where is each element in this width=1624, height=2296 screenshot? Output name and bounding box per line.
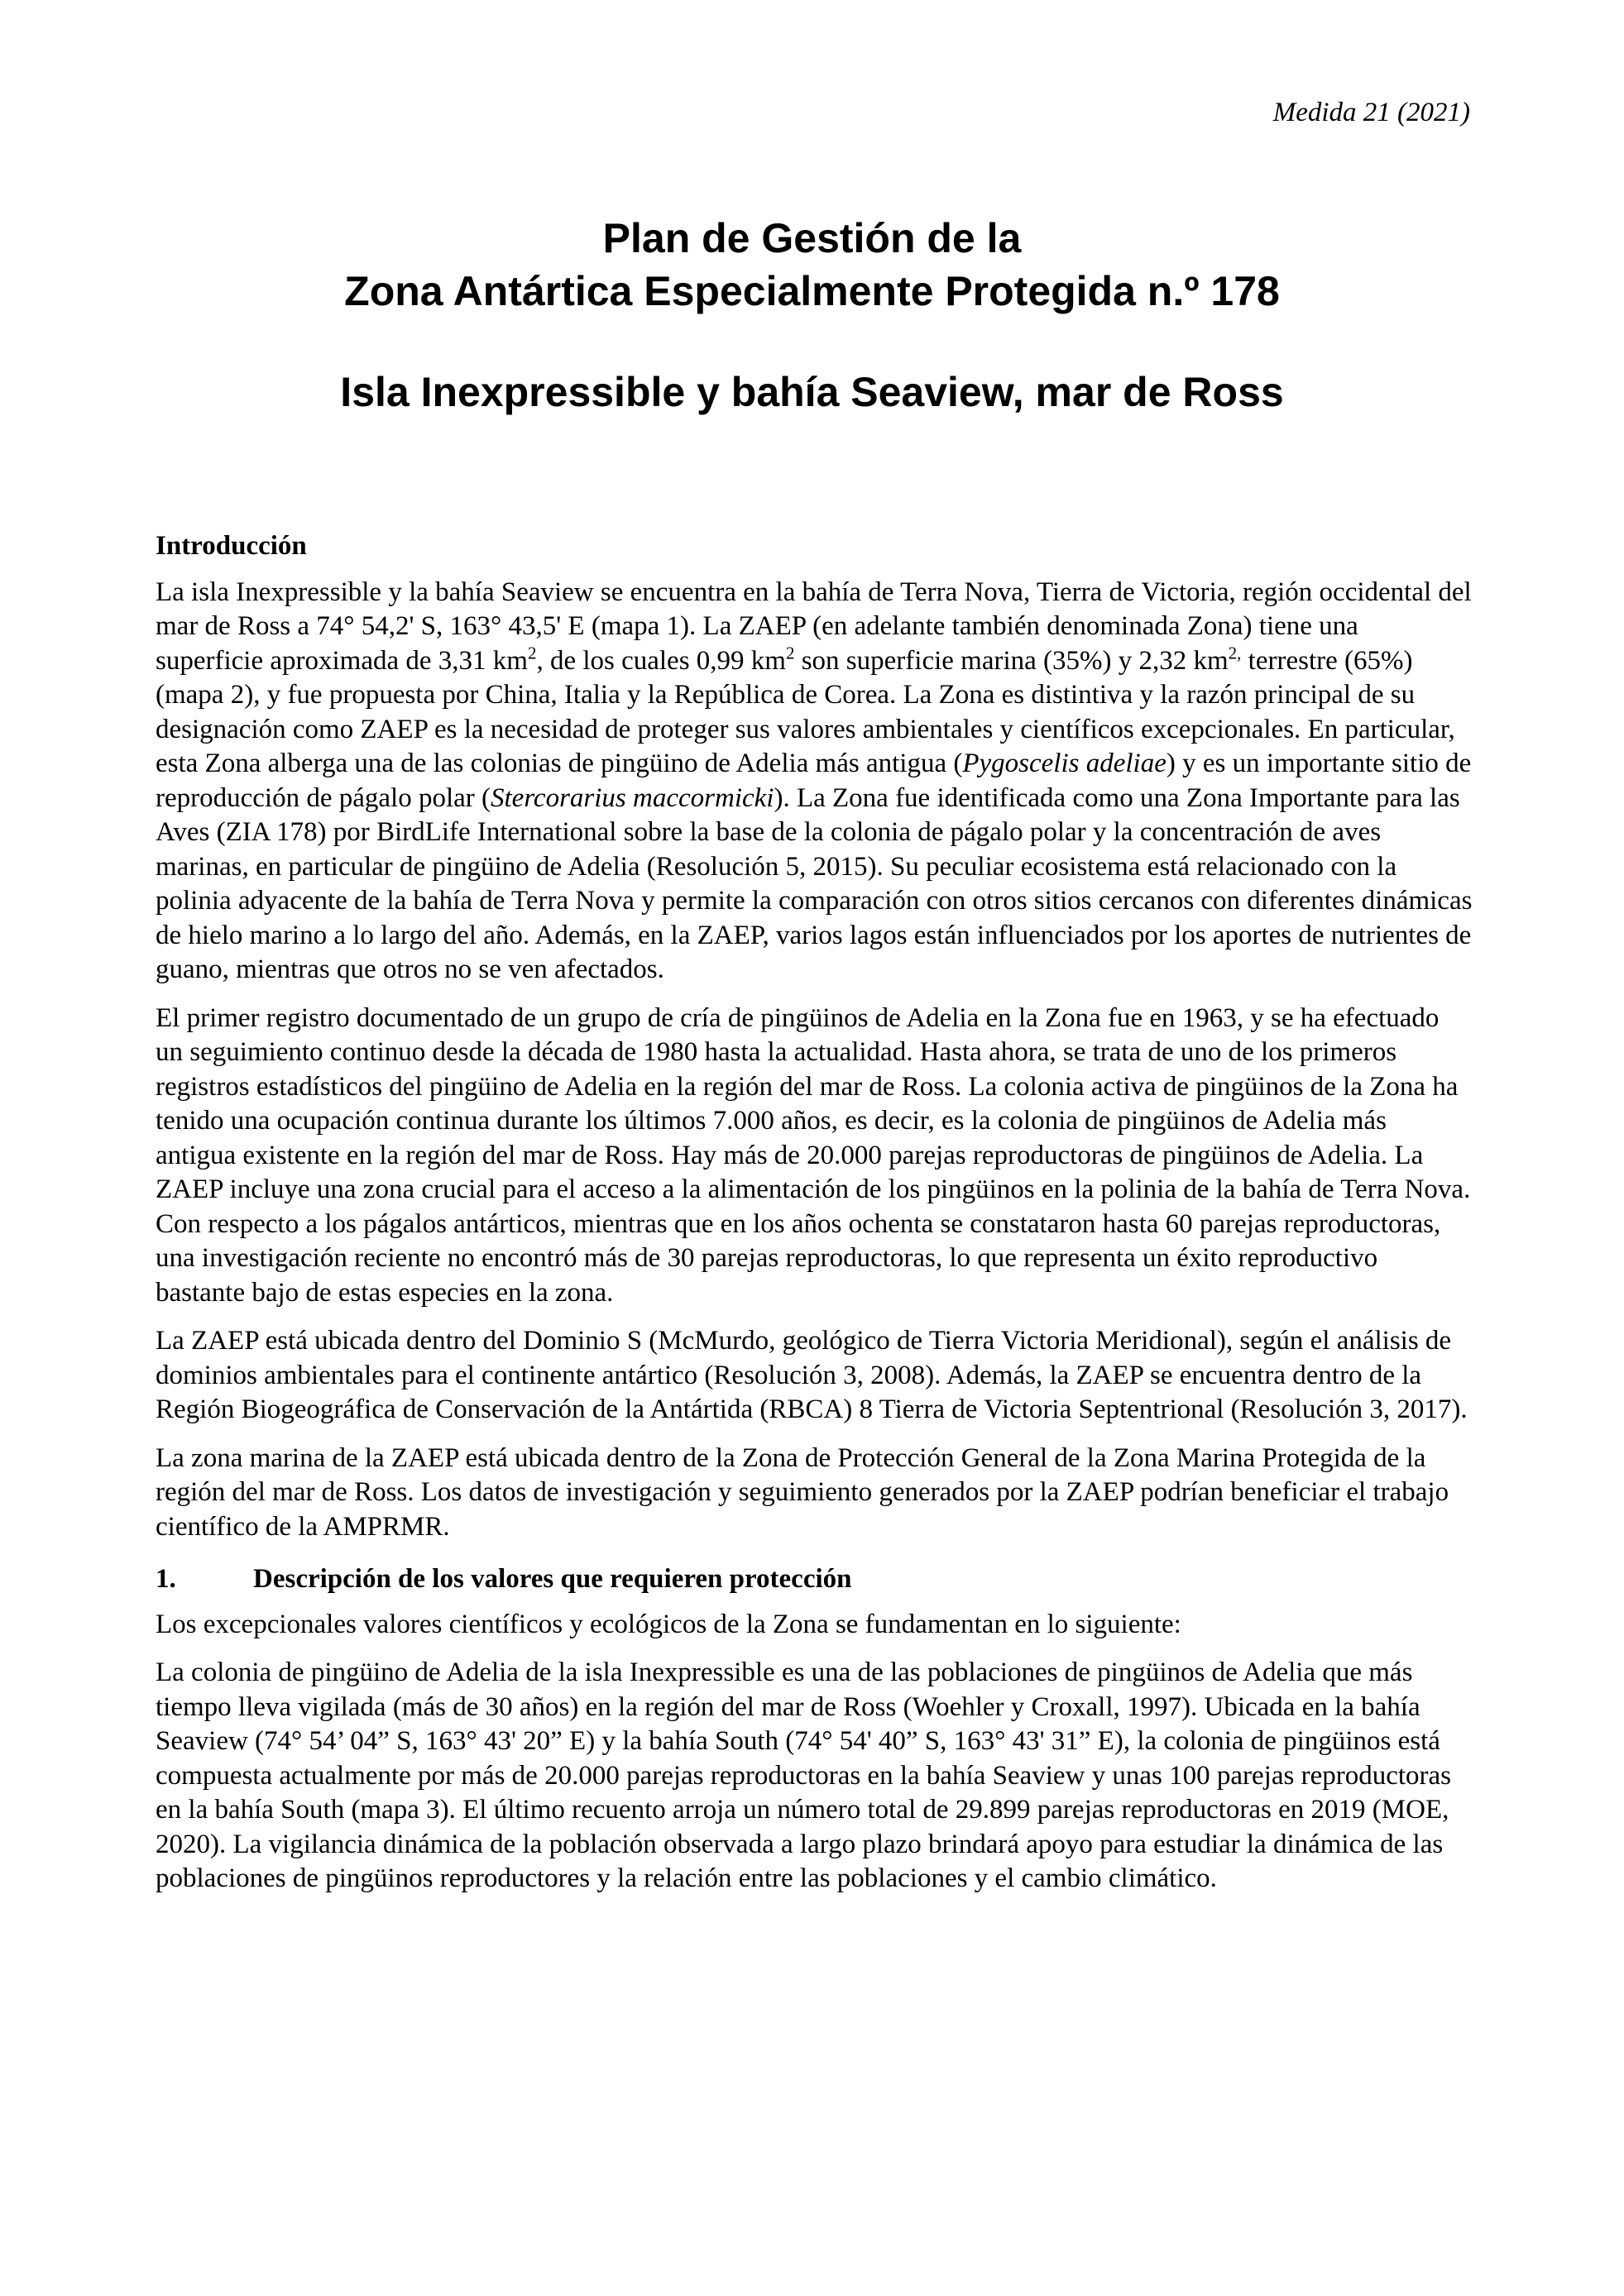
intro-paragraph-4: La zona marina de la ZAEP está ubicada dentro de la Zona de Protección General de la Zona Marina Protegida de la región del mar de Ross. Los datos de investigación y seguimiento generados por la ZAEP podrían beneficiar el trabajo científico de la AMPRMR. bbox=[156, 1442, 1449, 1542]
title-line-1: Plan de Gestión de la bbox=[602, 215, 1022, 261]
species-name: Stercorarius maccormicki bbox=[491, 782, 774, 813]
section-1-paragraph-1: Los excepcionales valores científicos y ecológicos de la Zona se fundamentan en lo siguiente: bbox=[156, 1609, 1181, 1639]
measure-reference: Medida 21 (2021) bbox=[1272, 98, 1470, 127]
intro-paragraph-3: La ZAEP está ubicada dentro del Dominio S (McMurdo, geológico de Tierra Victoria Meridional), según el análisis de dominios ambientales para el continente antártico (Resolución 3, 2008). Además, la ZAEP se encuentra dentro de la Región Biogeográfica de Conservación de la Antártida (RBCA) 8 Tierra de Victoria Septentrional (Resolución 3, 2017). bbox=[156, 1326, 1468, 1424]
superscript: 2 bbox=[785, 642, 795, 662]
document-body bbox=[156, 529, 1473, 1911]
section-number: 1. bbox=[156, 1564, 176, 1594]
section-title: Descripción de los valores que requieren protección bbox=[253, 1564, 852, 1594]
intro-paragraph-2: El primer registro documentado de un grupo de cría de pingüinos de Adelia en la Zona fue en 1963, y se ha efectuado un seguimiento continuo desde la década de 1980 hasta la actualidad. Hasta ahora, se trata de uno de los primeros registros estadísticos del pingüino de Adelia en la región del mar de Ross. La colonia activa de pingüinos de la Zona ha tenido una ocupación continua durante los últimos 7.000 años, es decir, es la colonia de pingüinos de Adelia más antigua existente en la región del mar de Ross. Hay más de 20.000 parejas reproductoras de pingüinos de Adelia. La ZAEP incluye una zona crucial para el acceso a la alimentación de los pingüinos en la polinia de la bahía de Terra Nova. Con respecto a los págalos antárticos, mientras que en los años ochenta se constataron hasta 60 parejas reproductoras, una investigación reciente no encontró más de 30 parejas reproductoras, lo que representa un éxito reproductivo bastante bajo de estas especies en la zona. bbox=[156, 1002, 1471, 1308]
intro-p1-text-d: terrestre (65%) (mapa 2), y fue propuesta por China, Italia y la República de Corea. La Zona es distintiva y la razón principal de su designación como ZAEP es la necesidad de proteger sus valores ambientales y científicos excepcionales. En particular, esta Zona alberga una de las colonias de pingüino de Adelia más antigua ( bbox=[156, 645, 1455, 778]
intro-p1-text-b: , de los cuales 0,99 km bbox=[536, 645, 786, 676]
title-line-2: Zona Antártica Especialmente Protegida n.º 178 bbox=[344, 268, 1280, 314]
intro-p1-text-c: son superficie marina (35%) y 2,32 km bbox=[794, 645, 1229, 676]
intro-paragraph-1 bbox=[156, 576, 1473, 988]
intro-p1-text-f: ). La Zona fue identificada como una Zona Importante para las Aves (ZIA 178) por BirdLife International sobre la base de la colonia de págalo polar y la concentración de aves marinas, en particular de pingüino de Adelia (Resolución 5, 2015). Su peculiar ecosistema está relacionado con la polinia adyacente de la bahía de Terra Nova y permite la comparación con otros sitios cercanos con diferentes dinámicas de hielo marino a lo largo del año. Además, en la ZAEP, varios lagos están influenciados por los aportes de nutrientes de guano, mientras que otros no se ven afectados. bbox=[156, 782, 1473, 984]
intro-p1-text-a: La isla Inexpressible y la bahía Seaview se encuentra en la bahía de Terra Nova, Tierra de Victoria, región occidental del mar de Ross a 74° 54,2' S, 163° 43,5' E (mapa 1). La ZAEP (en adelante también denominada Zona) tiene una superficie aproximada de 3,31 km bbox=[156, 576, 1472, 676]
intro-p1-text-e: ) y es un importante sitio de reproducción de págalo polar ( bbox=[156, 749, 1472, 813]
superscript: 2 bbox=[527, 642, 537, 662]
section-1-paragraph-2: La colonia de pingüino de Adelia de la isla Inexpressible es una de las poblaciones de pingüinos de Adelia que más tiempo lleva vigilada (más de 30 años) en la región del mar de Ross (Woehler y Croxall, 1997). Ubicada en la bahía Seaview (74° 54’ 04” S, 163° 43' 20” E) y la bahía South (74° 54' 40” S, 163° 43' 31” E), la colonia de pingüinos está compuesta actualmente por más de 20.000 parejas reproductoras en la bahía Seaview y unas 100 parejas reproductoras en la bahía South (mapa 3). El último recuento arroja un número total de 29.899 parejas reproductoras en 2019 (MOE, 2020). La vigilancia dinámica de la población observada a largo plazo brindará apoyo para estudiar la dinámica de las poblaciones de pingüinos reproductores y la relación entre las poblaciones y el cambio climático. bbox=[156, 1657, 1452, 1893]
intro-heading: Introducción bbox=[156, 531, 307, 561]
species-name: Pygoscelis adeliae bbox=[962, 749, 1167, 778]
superscript: 2, bbox=[1228, 642, 1242, 662]
section-1-heading bbox=[156, 1562, 1473, 1597]
document-subtitle: Isla Inexpressible y bahía Seaview, mar de Ross bbox=[340, 369, 1284, 415]
